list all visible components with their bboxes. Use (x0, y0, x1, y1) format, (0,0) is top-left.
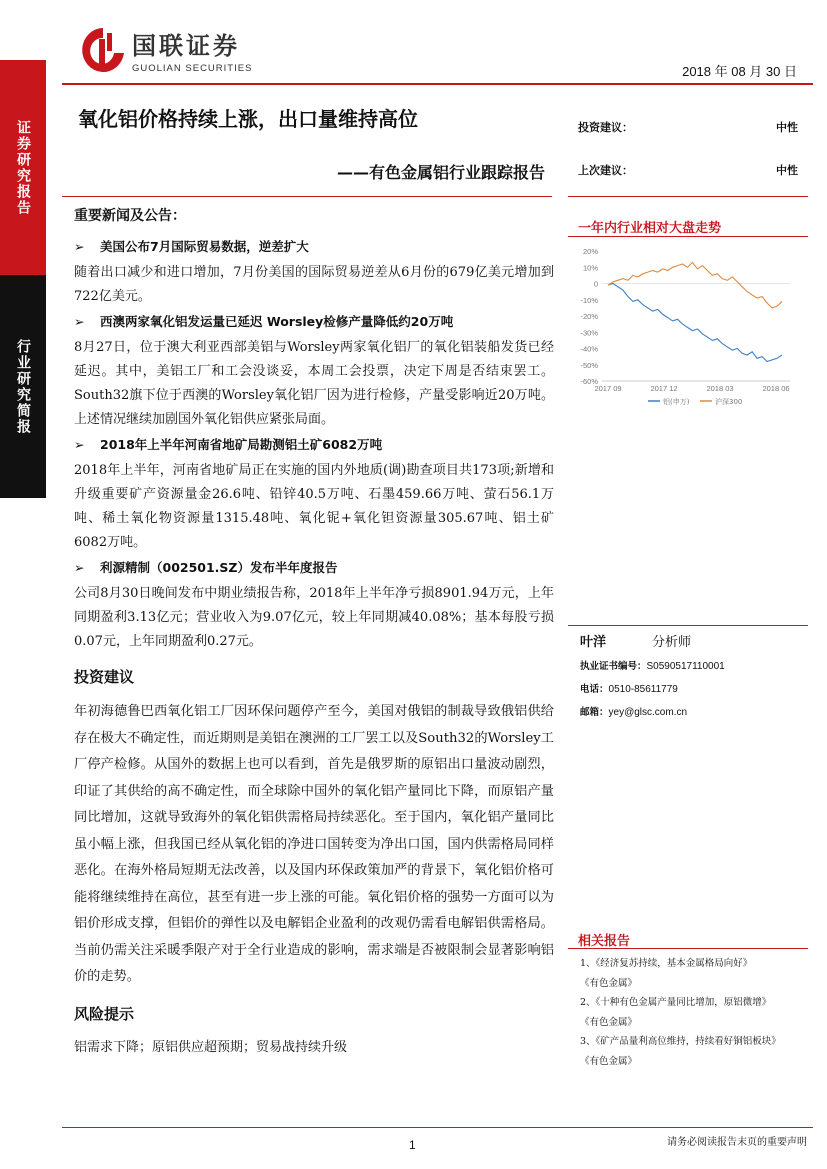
rating-label: 上次建议： (578, 164, 633, 177)
news-heading: 重要新闻及公告： (74, 208, 186, 224)
related-reports-list (580, 954, 810, 1071)
news-title-text: 美国公布7月国际贸易数据，逆差扩大 (100, 239, 309, 254)
side-tab-industry-brief (0, 275, 46, 498)
arrow-bullet-icon: ➢ (74, 314, 85, 329)
rating-value: 中性 (776, 164, 798, 177)
news-item-title (74, 435, 554, 453)
header-divider (62, 83, 813, 85)
analyst-divider (568, 625, 808, 626)
phone-label: 电话： (580, 684, 609, 695)
relative-trend-chart (568, 243, 808, 413)
legend-label: 沪深300 (715, 398, 743, 406)
cert-label: 执业证书编号： (580, 661, 647, 672)
y-tick-label: -20% (580, 312, 598, 321)
y-tick-label: 0 (593, 279, 598, 289)
y-tick-label: -40% (580, 344, 598, 354)
report-title: 氧化铝价格持续上涨，出口量维持高位 (78, 107, 418, 131)
company-logo (80, 25, 252, 75)
x-tick-label: 2018 06 (762, 384, 790, 393)
related-reports-heading: 相关报告 (578, 934, 631, 949)
x-tick-label: 2018 03 (706, 384, 734, 393)
rating-previous (578, 162, 798, 178)
news-item-text: 公司8月30日晚间发布中期业绩报告称，2018年上半年净亏损8901.94万元，上年同期盈利3.13亿元；营业收入为9.07亿元，较上年同期减40.08%；基本每股亏损0.07元，上年同期盈利0.27元。 (74, 586, 554, 649)
news-item-title (74, 558, 554, 576)
page-number: 1 (409, 1138, 416, 1152)
arrow-bullet-icon: ➢ (74, 560, 85, 575)
rating-value: 中性 (776, 121, 798, 134)
chart-title-divider (568, 236, 808, 237)
related-report-title[interactable]: 1、《经济复苏持续，基本金属格局向好》 (580, 958, 753, 969)
investment-heading: 投资建议 (74, 668, 135, 686)
footer-divider (62, 1127, 813, 1128)
news-item-text: 8月27日，位于澳大利亚西部美铝与Worsley两家氧化铝厂的氧化铝装船发货已经延迟。其中，美铝工厂和工会没谈妥，本周工会投票，决定下周是否结束罢工。South32旗下位于西澳的Worsley氧化铝厂因为进行检修，产量受影响近20万吨。上述情况继续加剧国外氧化铝供应紧张局面。 (74, 340, 554, 427)
news-title-text: 西澳两家氧化铝发运量已延迟 Worsley检修产量降低约20万吨 (100, 314, 454, 329)
footer-disclaimer: 请务必阅读报告末页的重要声明 (667, 1137, 807, 1148)
email-label: 邮箱： (580, 707, 609, 718)
y-tick-label: -30% (580, 328, 598, 338)
y-tick-label: -10% (580, 295, 598, 305)
side-tab-label: 证券研究报告 (15, 119, 31, 216)
rating-label: 投资建议： (578, 121, 633, 134)
main-content (74, 205, 554, 1063)
x-tick-label: 2017 09 (594, 384, 622, 393)
related-divider (568, 948, 808, 949)
arrow-bullet-icon: ➢ (74, 239, 85, 254)
phone-number: 0510-85611779 (608, 684, 678, 695)
logo-name-en: GUOLIAN SECURITIES (132, 63, 253, 74)
analyst-info (580, 631, 810, 727)
news-title-text: 利源精制（002501.SZ）发布半年度报告 (100, 560, 338, 575)
report-date: 2018 年 08 月 30 日 (682, 64, 797, 79)
x-tick-label: 2017 12 (650, 384, 678, 393)
news-item-text: 2018年上半年，河南省地矿局正在实施的国内外地质(调)勘查项目共173项;新增和升级重要矿产资源量金26.6吨、铅锌40.5万吨、石墨459.66万吨、萤石56.1万吨、稀土氧化物资源量1315.48吨、氧化铌+氧化钽资源量305.67吨、铝土矿6082万吨。 (74, 463, 554, 550)
legend-label: 铝(申万) (663, 398, 690, 406)
news-item-text: 随着出口减少和进口增加，7月份美国的国际贸易逆差从6月份的679亿美元增加到722亿美元。 (74, 265, 554, 304)
cert-number: S0590517110001 (646, 661, 725, 672)
report-subtitle: ——有色金属铝行业跟踪报告 (336, 163, 545, 182)
y-tick-label: -60% (580, 377, 598, 386)
y-tick-label: 20% (582, 247, 598, 256)
analyst-name: 叶洋 (580, 635, 607, 650)
news-item-title (74, 237, 554, 255)
guolian-logo-icon (80, 25, 126, 75)
left-column-divider (62, 196, 552, 197)
rating-investment (578, 119, 798, 135)
side-tab-label: 行业研究简报 (15, 338, 31, 435)
risk-text: 铝需求下降；原铝供应超预期；贸易战持续升级 (74, 1039, 348, 1055)
y-tick-label: -50% (580, 360, 598, 370)
side-tab-research-report (0, 60, 46, 275)
email-address[interactable]: yey@glsc.com.cn (608, 707, 688, 718)
risk-heading: 风险提示 (74, 1004, 135, 1023)
news-item-title (74, 312, 554, 330)
series-line-aluminum (608, 284, 782, 362)
related-report-source: 《有色金属》 (580, 977, 638, 989)
related-report-title[interactable]: 2、《十种有色金属产量同比增加，原铝微增》 (580, 997, 772, 1008)
y-tick-label: 10% (582, 263, 598, 273)
right-column-divider (568, 196, 808, 197)
analyst-role: 分析师 (652, 635, 692, 650)
chart-title: 一年内行业相对大盘走势 (578, 221, 722, 236)
investment-text: 年初海德鲁巴西氧化铝工厂因环保问题停产至今，美国对俄铝的制裁导致俄铝供给存在极大不确定性，而近期则是美铝在澳洲的工厂罢工以及South32的Worsley工厂停产检修。从国外的数据上也可以看到，首先是俄罗斯的原铝出口量波动剧烈，印证了其供给的高不确定性，而全球除中国外的氧化铝产量同比下降，而原铝产量同比增加，这就导致海外的氧化铝供需格局持续恶化。至于国内，氧化铝产量同比虽小幅上涨，但我国已经从氧化铝的净进口国转变为净出口国，国内供需格局同样恶化。在海外格局短期无法改善，以及国内环保政策加严的背景下，氧化铝价格可能将继续维持在高位，甚至有进一步上涨的可能。氧化铝价格的强势一方面可以为铝价形成支撑，但铝价的弹性以及电解铝企业盈利的改观仍需看电解铝供需格局。当前仍需关注采暖季限产对于全行业造成的影响，需求端是否被限制会显著影响铝价的走势。 (74, 704, 554, 984)
arrow-bullet-icon: ➢ (74, 437, 85, 452)
related-report-source: 《有色金属》 (580, 1016, 638, 1028)
news-title-text: 2018年上半年河南省地矿局勘测铝土矿6082万吨 (100, 437, 383, 452)
related-report-title[interactable]: 3、《矿产品量利高位维持，持续看好铜铝板块》 (580, 1036, 781, 1047)
logo-name-cn: 国联证券 (132, 32, 240, 60)
related-report-source: 《有色金属》 (580, 1055, 638, 1067)
